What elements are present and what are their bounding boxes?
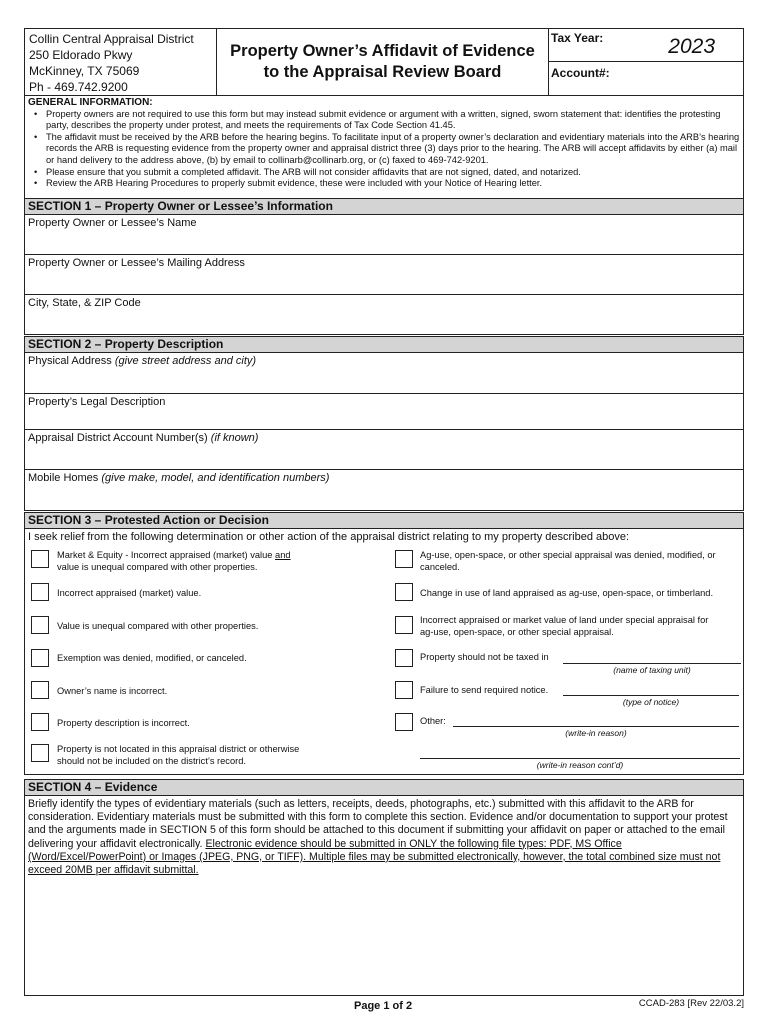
account-number-label: Account#: <box>551 66 610 80</box>
exemption-denied-label: Exemption was denied, modified, or canceled. <box>57 653 247 663</box>
not-located-text: Property is not located in this appraisal district or otherwise <box>57 744 300 754</box>
general-bullet: • The affidavit must be received by the ARB before the hearing begins. To facilitate input of a property owner’s declaration and evidentiary materials into the ARB’s hearing records the ARB is requesting evidence from the property owner and appraisal district three (3) days prior to the hearing. The ARB will accept affidavits by either (a) mail or hand delivery to the address above, (b) by email to collinarb@collinarb.org, or (c) faxed to 469-742-9201. <box>28 132 740 167</box>
district-street: 250 Eldorado Pkwy <box>29 48 133 62</box>
failure-notice-checkbox[interactable] <box>395 681 413 699</box>
other-reason-continued-sublabel: (write-in reason cont’d) <box>536 760 624 770</box>
mobile-homes-label: Mobile Homes <box>28 472 102 484</box>
affidavit-page <box>24 28 744 1012</box>
other-reason-label: Other: <box>420 716 446 726</box>
taxing-unit-sublabel: (name of taxing unit) <box>613 665 691 675</box>
general-information-title: GENERAL INFORMATION: <box>28 97 153 108</box>
should-not-be-taxed-checkbox[interactable] <box>395 649 413 667</box>
section3-title: SECTION 3 – Protested Action or Decision <box>24 512 744 529</box>
general-information-list <box>28 109 740 190</box>
evidence-file-types: Electronic evidence should be submitted in ONLY the following file types: PDF, MS Office (Word/Excel/PowerPoint) or Images (JPEG, PNG, or TIFF). Multiple files may be submitted electronically, however, the total combined size must not exceed 20MB per affidavit submittal. <box>28 837 721 877</box>
district-phone: Ph - 469.742.9200 <box>29 80 128 94</box>
evidence-area[interactable] <box>24 796 744 996</box>
unequal-value-label: Value is unequal compared with other properties. <box>57 621 259 631</box>
change-in-use-label: Change in use of land appraised as ag-use, open-space, or timberland. <box>420 588 714 598</box>
tax-year-value: 2023 <box>668 35 715 58</box>
other-reason-continued-input[interactable] <box>420 758 740 759</box>
physical-address-label: Physical Address <box>28 355 115 367</box>
account-numbers-field[interactable] <box>24 430 744 470</box>
form-title-line1: Property Owner’s Affidavit of Evidence <box>230 42 535 60</box>
notice-type-input[interactable] <box>563 695 739 696</box>
owner-name-incorrect-label: Owner’s name is incorrect. <box>57 686 168 696</box>
owner-city-state-zip-label: City, State, & ZIP Code <box>28 297 141 309</box>
legal-description-field[interactable] <box>24 394 744 430</box>
ag-use-denied-checkbox[interactable] <box>395 550 413 568</box>
market-equity-label <box>57 550 291 573</box>
other-reason-sublabel: (write-in reason) <box>565 728 627 738</box>
incorrect-special-value-text: Incorrect appraised or market value of land under special appraisal for <box>420 615 709 625</box>
market-equity-and: and <box>275 550 291 560</box>
account-numbers-label: Appraisal District Account Number(s) <box>28 432 211 444</box>
physical-address-field[interactable] <box>24 353 744 394</box>
section4-title: SECTION 4 – Evidence <box>24 779 744 796</box>
page-number: Page 1 of 2 <box>354 1000 413 1012</box>
incorrect-special-value-text2: ag-use, open-space, or other special appraisal. <box>420 626 614 637</box>
district-name: Collin Central Appraisal District <box>29 32 194 46</box>
not-located-label <box>57 744 299 767</box>
description-incorrect-checkbox[interactable] <box>31 713 49 731</box>
market-equity-text: Market & Equity - Incorrect appraised (market) value <box>57 550 276 560</box>
owner-name-incorrect-checkbox[interactable] <box>31 681 49 699</box>
mobile-homes-hint: (give make, model, and identification numbers) <box>101 472 330 484</box>
market-equity-checkbox[interactable] <box>31 550 49 568</box>
evidence-instructions: Briefly identify the types of evidentiary materials (such as letters, receipts, deeds, photographs, etc.) submitted with this affidavit to the ARB for consideration. Evidentiary materials must be submitted with this form to complete this section. Evidence and/or documentation to support your protest and the arguments made in SECTION 5 of this form should be attached to this document if submitting your affidavit on paper or attached to the email delivering your affidavit electronically. <box>28 798 728 850</box>
exemption-denied-checkbox[interactable] <box>31 649 49 667</box>
should-not-be-taxed-label: Property should not be taxed in <box>420 652 549 662</box>
not-located-text2: should not be included on the district’s record. <box>57 755 246 766</box>
incorrect-market-value-label: Incorrect appraised (market) value. <box>57 588 202 598</box>
incorrect-special-value-label <box>420 615 708 638</box>
owner-mailing-address-field[interactable] <box>24 255 744 295</box>
form-title <box>217 29 549 95</box>
general-bullet: • Property owners are not required to use this form but may instead submit evidence or argument with a written, signed, sworn statement that: identifies the protesting party, describes the property under protest, and meets the requirements of Tax Code Section 41.45. <box>28 109 740 132</box>
failure-notice-label: Failure to send required notice. <box>420 685 549 695</box>
physical-address-hint: (give street address and city) <box>114 355 257 367</box>
incorrect-special-value-checkbox[interactable] <box>395 616 413 634</box>
description-incorrect-label: Property description is incorrect. <box>57 718 190 728</box>
taxing-unit-input[interactable] <box>563 663 741 664</box>
general-bullet: • Review the ARB Hearing Procedures to properly submit evidence, these were included with your Notice of Hearing letter. <box>28 178 740 190</box>
section3-intro: I seek relief from the following determination or other action of the appraisal district relating to my property described above: <box>28 531 630 543</box>
change-in-use-checkbox[interactable] <box>395 583 413 601</box>
ag-use-denied-label <box>420 550 716 573</box>
protested-action-options <box>24 529 744 775</box>
tax-info-block <box>549 29 743 95</box>
tax-year-field[interactable] <box>549 29 743 62</box>
account-numbers-hint: (if known) <box>210 432 259 444</box>
notice-type-sublabel: (type of notice) <box>622 697 680 707</box>
market-equity-text2: value is unequal compared with other properties. <box>57 561 258 572</box>
unequal-value-checkbox[interactable] <box>31 616 49 634</box>
owner-name-field[interactable] <box>24 215 744 255</box>
not-located-checkbox[interactable] <box>31 744 49 762</box>
account-number-field[interactable] <box>549 62 743 94</box>
form-code: CCAD-283 [Rev 22/03.2] <box>638 998 744 1009</box>
ag-use-denied-text2: canceled. <box>420 561 460 572</box>
district-city: McKinney, TX 75069 <box>29 64 140 78</box>
owner-city-state-zip-field[interactable] <box>24 295 744 335</box>
other-reason-input[interactable] <box>453 726 739 727</box>
general-bullet: • Please ensure that you submit a completed affidavit. The ARB will not consider affidavits that are not signed, dated, and notarized. <box>28 167 740 179</box>
district-address-block <box>25 29 217 95</box>
incorrect-market-value-checkbox[interactable] <box>31 583 49 601</box>
tax-year-label: Tax Year: <box>551 31 604 45</box>
owner-mailing-address-label: Property Owner or Lessee’s Mailing Address <box>28 257 245 269</box>
form-header <box>24 28 744 96</box>
form-title-line2: to the Appraisal Review Board <box>263 63 502 81</box>
legal-description-label: Property’s Legal Description <box>28 396 166 408</box>
mobile-homes-field[interactable] <box>24 470 744 511</box>
section1-title: SECTION 1 – Property Owner or Lessee’s Information <box>24 198 744 215</box>
ag-use-denied-text: Ag-use, open-space, or other special appraisal was denied, modified, or <box>420 550 716 560</box>
owner-name-label: Property Owner or Lessee’s Name <box>28 217 197 229</box>
other-reason-checkbox[interactable] <box>395 713 413 731</box>
section2-title: SECTION 2 – Property Description <box>24 336 744 353</box>
